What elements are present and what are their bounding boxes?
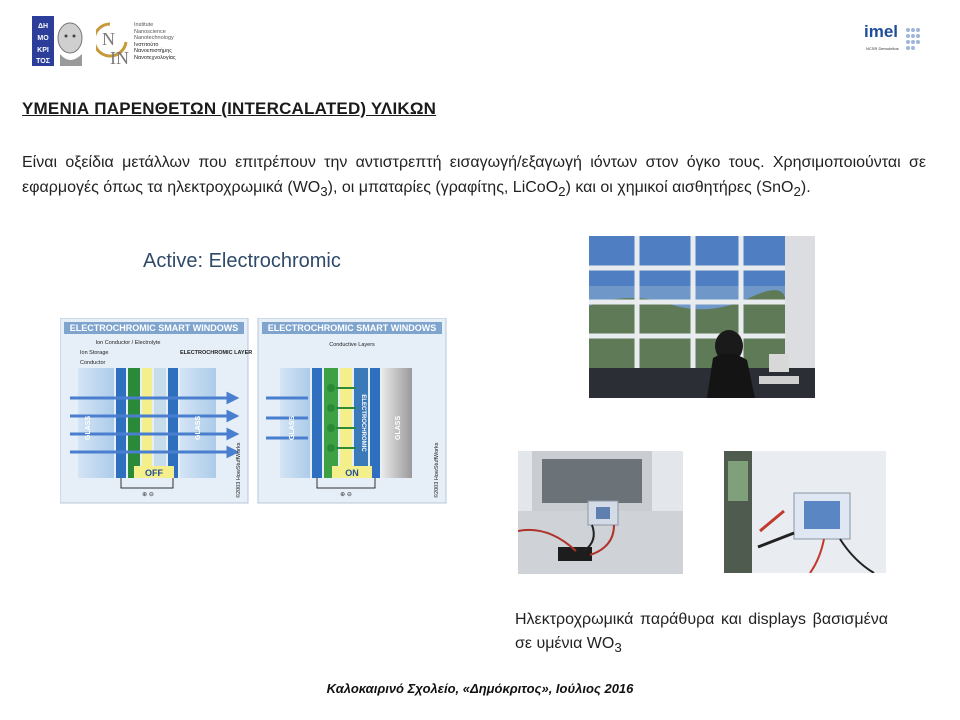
diagram-subtitle: Active: Electrochromic bbox=[143, 250, 341, 272]
svg-text:⊕ ⊖: ⊕ ⊖ bbox=[142, 492, 154, 498]
display-device-photo bbox=[724, 451, 886, 573]
label-ion-storage: Ion Storage bbox=[80, 350, 109, 356]
inn-line: Nanotechnology bbox=[134, 35, 174, 41]
diagram-panel-on bbox=[258, 318, 446, 503]
panel-title: ELECTROCHROMIC SMART WINDOWS bbox=[69, 323, 239, 333]
copyright: ©2003 HowStuffWorks bbox=[236, 442, 242, 498]
inn-line: Ινστιτούτο bbox=[134, 41, 159, 48]
svg-text:ΔΗ: ΔΗ bbox=[37, 23, 49, 30]
inn-line: Institute bbox=[134, 22, 154, 28]
footer: Καλοκαιρινό Σχολείο, «Δημόκριτος», Ιούλιος 2016 bbox=[326, 681, 634, 696]
inn-line: Νανοεπιστήμης bbox=[134, 48, 172, 54]
demokritos-logo bbox=[32, 16, 54, 66]
diagram-panel-off bbox=[60, 318, 252, 503]
caption-subscript: 3 bbox=[614, 640, 622, 656]
intro-text: ), οι μπαταρίες (γραφίτης, LiCoO bbox=[327, 179, 559, 196]
label-conductive-layers: Conductive Layers bbox=[329, 342, 375, 348]
glass-label: GLASS bbox=[195, 415, 202, 440]
intro-text: ). bbox=[800, 179, 811, 196]
label-ec-layer: ELECTROCHROMIC LAYER bbox=[180, 350, 253, 356]
inn-line: Nanoscience bbox=[134, 28, 166, 35]
photo-caption bbox=[515, 608, 888, 660]
imel-logo bbox=[862, 20, 922, 60]
svg-text:N: N bbox=[102, 29, 115, 49]
electrochromic-diagram bbox=[60, 318, 452, 513]
intro-subscript: 3 bbox=[320, 184, 328, 200]
panel-title: ELECTROCHROMIC SMART WINDOWS bbox=[267, 323, 437, 333]
svg-text:ΜΟ: ΜΟ bbox=[37, 35, 49, 42]
svg-text:ΚΡΙ: ΚΡΙ bbox=[37, 47, 49, 54]
intro-paragraph bbox=[22, 150, 926, 204]
office-window-photo bbox=[589, 236, 815, 398]
state-label-off: OFF bbox=[145, 468, 163, 478]
svg-text:⊕ ⊖: ⊕ ⊖ bbox=[340, 492, 352, 498]
slide-title: ΥΜΕΝΙΑ ΠΑΡΕΝΘΕΤΩΝ (INTERCALATED) ΥΛΙΚΩΝ bbox=[22, 99, 437, 118]
inn-line: Νανοτεχνολογίας bbox=[134, 54, 176, 61]
state-label-on: ON bbox=[345, 468, 359, 478]
inn-logo bbox=[96, 20, 196, 73]
glass-label: GLASS bbox=[289, 415, 296, 440]
copyright: ©2003 HowStuffWorks bbox=[434, 442, 440, 498]
ec-layer-label: ELECTROCHROMIC bbox=[360, 394, 366, 452]
imel-logo-sub: NCSR Demokritos bbox=[866, 46, 899, 51]
intro-text: ) και οι χημικοί αισθητήρες (SnO bbox=[565, 179, 794, 196]
imel-logo-text: imel bbox=[864, 22, 899, 41]
svg-text:ΤΟΣ: ΤΟΣ bbox=[36, 58, 50, 65]
glass-label: GLASS bbox=[85, 415, 92, 440]
intro-text: Είναι οξείδια μετάλλων που επιτρέπουν την αντιστρεπτή εισαγωγή/εξαγωγή ιόντων στον όγκο τους. Χρησιμοποιούνται σε εφαρμογές όπως τα ηλεκτροχρωμικά (WO bbox=[22, 154, 926, 196]
intro-subscript: 2 bbox=[558, 184, 566, 200]
monitor-device-photo bbox=[518, 451, 683, 574]
svg-text:IN: IN bbox=[110, 48, 129, 68]
intro-subscript: 2 bbox=[793, 184, 801, 200]
glass-label: GLASS bbox=[395, 415, 402, 440]
caption-text: Ηλεκτροχρωμικά παράθυρα και displays βασισμένα σε υμένια WO bbox=[515, 611, 888, 652]
label-ion-conductor: Ion Conductor / Electrolyte bbox=[95, 340, 161, 346]
label-conductor: Conductor bbox=[80, 360, 106, 366]
